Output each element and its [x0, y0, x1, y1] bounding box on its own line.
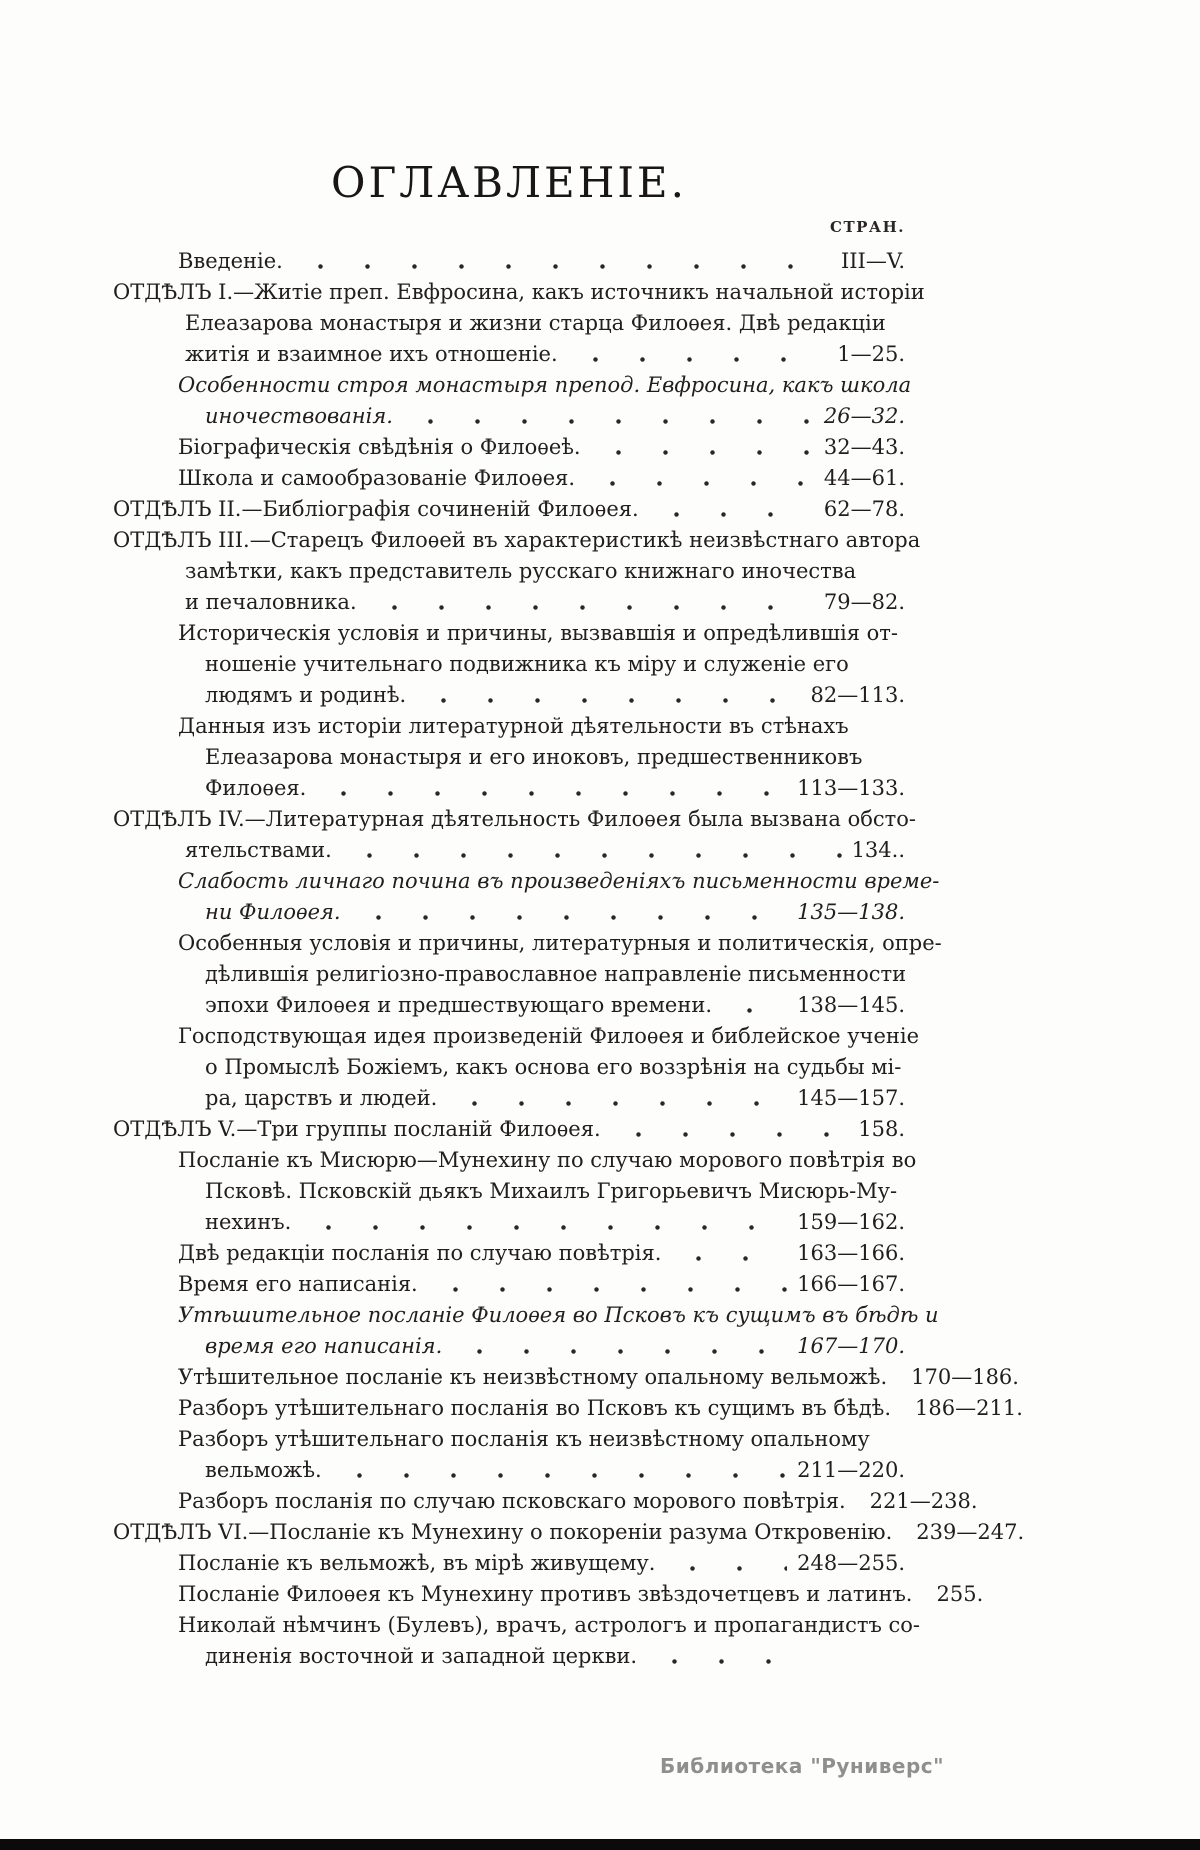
toc-entry-pages: 255.	[936, 1582, 984, 1606]
dot-leader	[407, 417, 814, 426]
dot-leader	[589, 479, 814, 488]
toc-entry-line	[205, 773, 905, 804]
toc-entry-line: Посланіе къ Мисюрю—Мунехину по случаю морового повѣтрія во	[178, 1148, 917, 1172]
toc-entry-line: Слабость личнаго почина въ произведеніяхъ письменности време-	[178, 869, 940, 893]
toc-entry-line	[205, 401, 905, 432]
toc-entry-line	[178, 1393, 1023, 1424]
toc-entry	[113, 1114, 905, 1145]
toc-entry-line	[178, 1238, 905, 1269]
toc-entry-line: Данныя изъ исторіи литературной дѣятельности въ стѣнахъ	[178, 714, 849, 738]
toc-entry-line	[113, 1517, 1025, 1548]
toc-entry-text: Введеніе.	[178, 249, 283, 273]
toc-entry-line	[178, 432, 905, 463]
toc-entry-text: ятельствами.	[185, 838, 332, 862]
toc-entry-text: Разборъ утѣшительнаго посланія во Псковъ къ сущимъ въ бѣдѣ.	[178, 1396, 892, 1420]
toc-entry	[178, 463, 905, 494]
toc-entry-pages: III—V.	[840, 249, 905, 273]
toc-entry	[178, 866, 940, 928]
toc-entry-line: ОТДѢЛЪ IV.—Литературная дѣятельность Филоѳея была вызвана обсто-	[113, 807, 916, 831]
toc-entry	[178, 1021, 920, 1114]
toc-entry	[113, 804, 916, 866]
toc-entry	[113, 525, 921, 618]
toc-entry-text: Утѣшительное посланіе къ неизвѣстному опальному вельможѣ.	[178, 1365, 888, 1389]
toc-entry-text: ОТДѢЛЪ VI.—Посланіе къ Мунехину о покореніи разума Откровенію.	[113, 1520, 893, 1544]
toc-entry	[178, 711, 905, 804]
toc-entry-line	[185, 339, 905, 370]
toc-entry-pages: 113—133.	[797, 776, 905, 800]
toc-entry-pages: 186—211.	[915, 1396, 1023, 1420]
toc-entry-pages: 239—247.	[916, 1520, 1025, 1544]
toc-entry-line	[185, 835, 905, 866]
page-title: ОГЛАВЛЕНІЕ.	[331, 158, 687, 207]
dot-leader	[336, 1471, 787, 1480]
toc-entry-line: Разборъ утѣшительнаго посланія къ неизвѣстному опальному	[178, 1427, 870, 1451]
toc-entry-line	[205, 1641, 905, 1672]
toc-entry-pages: 158.	[858, 1117, 905, 1141]
toc-entry-line	[205, 1455, 905, 1486]
toc-entry	[178, 928, 942, 1021]
toc-entry-text: людямъ и родинѣ.	[205, 683, 407, 707]
toc-entry-text: нехинъ.	[205, 1210, 292, 1234]
dot-leader	[355, 913, 788, 922]
toc-entry-line: замѣтки, какъ представитель русскаго книжнаго иночества	[185, 559, 857, 583]
toc-entry	[178, 618, 905, 711]
dot-leader	[651, 1657, 781, 1666]
toc-entry-pages: 32—43.	[823, 435, 905, 459]
toc-entry-text: эпохи Филоѳея и предшествующаго времени.	[205, 993, 713, 1017]
toc-entry-pages: 163—166.	[797, 1241, 905, 1265]
toc-entry	[178, 246, 905, 277]
toc-entry	[178, 1362, 1019, 1393]
toc-entry-text: Время его написанія.	[178, 1272, 418, 1296]
toc-entry-line	[113, 1114, 905, 1145]
text-block	[113, 156, 1025, 1672]
toc-entry-line: Псковѣ. Псковскій дьякъ Михаилъ Григорьевичъ Мисюрь-Му-	[205, 1179, 898, 1203]
toc-entry-line	[205, 1331, 905, 1362]
toc-entry-pages: 248—255.	[797, 1551, 905, 1575]
toc-entry-text: вельможѣ.	[205, 1458, 322, 1482]
dot-leader	[456, 1347, 787, 1356]
toc-entry-pages: 44—61.	[823, 466, 905, 490]
toc-entry-line: Особенныя условія и причины, литературныя и политическія, опре-	[178, 931, 942, 955]
toc-entry-line	[185, 587, 905, 618]
toc-entry-text: время его написанія.	[205, 1334, 443, 1358]
table-of-contents	[113, 246, 1025, 1672]
toc-entry-pages: 138—145.	[797, 993, 905, 1017]
toc-entry-text: житія и взаимное ихъ отношеніе.	[185, 342, 558, 366]
toc-entry-pages: 79—82.	[823, 590, 905, 614]
dot-leader	[572, 355, 828, 364]
toc-entry-text: Филоѳея.	[205, 776, 307, 800]
toc-entry-pages: 166—167.	[797, 1272, 905, 1296]
toc-entry-pages: 82—113.	[810, 683, 905, 707]
toc-entry-text: Посланіе Филоѳея къ Мунехину противъ звѣздочетцевъ и латинъ.	[178, 1582, 913, 1606]
dot-leader	[420, 696, 800, 705]
dot-leader	[669, 1564, 787, 1573]
toc-entry-line	[178, 463, 905, 494]
scan-bottom-edge	[0, 1839, 1200, 1850]
toc-entry	[178, 1238, 905, 1269]
dot-leader	[346, 851, 842, 860]
dot-leader	[726, 1006, 787, 1015]
toc-entry	[178, 1548, 905, 1579]
toc-entry	[178, 1393, 1023, 1424]
toc-entry-text: Двѣ редакціи посланія по случаю повѣтрія.	[178, 1241, 662, 1265]
toc-entry	[113, 1517, 1025, 1548]
toc-entry-line: Господствующая идея произведеній Филоѳея и библейское ученіе	[178, 1024, 920, 1048]
toc-entry-line	[113, 494, 905, 525]
dot-leader	[595, 448, 814, 457]
toc-entry	[178, 1145, 917, 1238]
toc-entry	[178, 1269, 905, 1300]
toc-entry-line	[178, 1548, 905, 1579]
toc-entry-pages: 221—238.	[869, 1489, 978, 1513]
dot-leader	[675, 1254, 787, 1263]
toc-entry-line	[178, 1579, 984, 1610]
dot-leader	[432, 1285, 787, 1294]
toc-entry	[178, 1300, 939, 1362]
toc-entry	[178, 1486, 978, 1517]
toc-entry-pages: 1—25.	[837, 342, 905, 366]
dot-leader	[305, 1223, 787, 1232]
toc-entry-pages: 167—170.	[797, 1334, 905, 1358]
toc-entry-text: Разборъ посланія по случаю псковскаго морового повѣтрія.	[178, 1489, 846, 1513]
toc-entry-line	[205, 990, 905, 1021]
toc-entry-line: ОТДѢЛЪ III.—Старецъ Филоѳей въ характеристикѣ неизвѣстнаго автора	[113, 528, 921, 552]
dot-leader	[451, 1099, 787, 1108]
toc-entry-text: ОТДѢЛЪ V.—Три группы посланій Филоѳея.	[113, 1117, 601, 1141]
toc-entry-line	[205, 1207, 905, 1238]
toc-entry-text: и печаловника.	[185, 590, 357, 614]
toc-entry-line: Николай нѣмчинъ (Булевъ), врачъ, астрологъ и пропагандистъ со-	[178, 1613, 921, 1637]
toc-entry-pages: 170—186.	[911, 1365, 1019, 1389]
dot-leader	[653, 510, 814, 519]
dot-leader	[320, 789, 787, 798]
toc-entry-line	[178, 246, 905, 277]
toc-entry-pages: 159—162.	[797, 1210, 905, 1234]
toc-entry-text: иночествованія.	[205, 404, 393, 428]
toc-entry-line: ношеніе учительнаго подвижника къ міру и служеніе его	[205, 652, 849, 676]
toc-entry-line: о Промыслѣ Божіемъ, какъ основа его воззрѣнія на судьбы мі-	[205, 1055, 902, 1079]
toc-entry	[178, 370, 912, 432]
toc-entry-text: Посланіе къ вельможѣ, въ мірѣ живущему.	[178, 1551, 656, 1575]
dot-leader	[615, 1130, 849, 1139]
toc-entry-pages: 62—78.	[823, 497, 905, 521]
toc-entry-pages: 135—138.	[797, 900, 905, 924]
toc-entry-text: Школа и самообразованіе Филоѳея.	[178, 466, 576, 490]
toc-entry-line: дѣлившія религіозно-православное направленіе письменности	[205, 962, 907, 986]
dot-leader	[297, 262, 831, 271]
toc-entry	[178, 1579, 984, 1610]
toc-entry-pages: 26—32.	[823, 404, 905, 428]
pages-column-header: СТРАН.	[830, 218, 905, 236]
toc-entry	[113, 494, 905, 525]
toc-entry-line: Историческія условія и причины, вызвавшія и опредѣлившія от-	[178, 621, 898, 645]
toc-entry	[113, 277, 925, 370]
toc-entry-line	[178, 1486, 978, 1517]
toc-entry-text: диненія восточной и западной церкви.	[205, 1644, 638, 1668]
toc-entry-text: Біографическія свѣдѣнія о Филоѳеѣ.	[178, 435, 581, 459]
toc-entry-pages: 211—220.	[797, 1458, 905, 1482]
toc-entry-text: ра, царствъ и людей.	[205, 1086, 438, 1110]
toc-entry-line: Утѣшительное посланіе Филоѳея во Псковъ къ сущимъ въ бѣдѣ и	[178, 1303, 939, 1327]
toc-entry-line: Особенности строя монастыря препод. Евфросина, какъ школа	[178, 373, 912, 397]
toc-entry-line	[205, 680, 905, 711]
toc-entry	[178, 432, 905, 463]
toc-entry-text: ОТДѢЛЪ II.—Библіографія сочиненій Филоѳея.	[113, 497, 639, 521]
toc-entry-line	[205, 1083, 905, 1114]
dot-leader	[371, 603, 814, 612]
library-watermark: Библиотека "Руниверс"	[660, 1754, 945, 1778]
toc-entry-line	[178, 1269, 905, 1300]
toc-entry-line	[205, 897, 905, 928]
toc-entry-line: Елеазарова монастыря и жизни старца Филоѳея. Двѣ редакціи	[185, 311, 886, 335]
toc-entry-line	[178, 1362, 1019, 1393]
toc-entry	[178, 1424, 905, 1486]
toc-entry-line: Елеазарова монастыря и его иноковъ, предшественниковъ	[205, 745, 863, 769]
toc-entry-pages: 145—157.	[797, 1086, 905, 1110]
toc-entry-text: ни Филоѳея.	[205, 900, 341, 924]
toc-entry	[178, 1610, 921, 1672]
toc-entry-line: ОТДѢЛЪ I.—Житіе преп. Евфросина, какъ источникъ начальной исторіи	[113, 280, 925, 304]
toc-entry-pages: 134..	[851, 838, 905, 862]
